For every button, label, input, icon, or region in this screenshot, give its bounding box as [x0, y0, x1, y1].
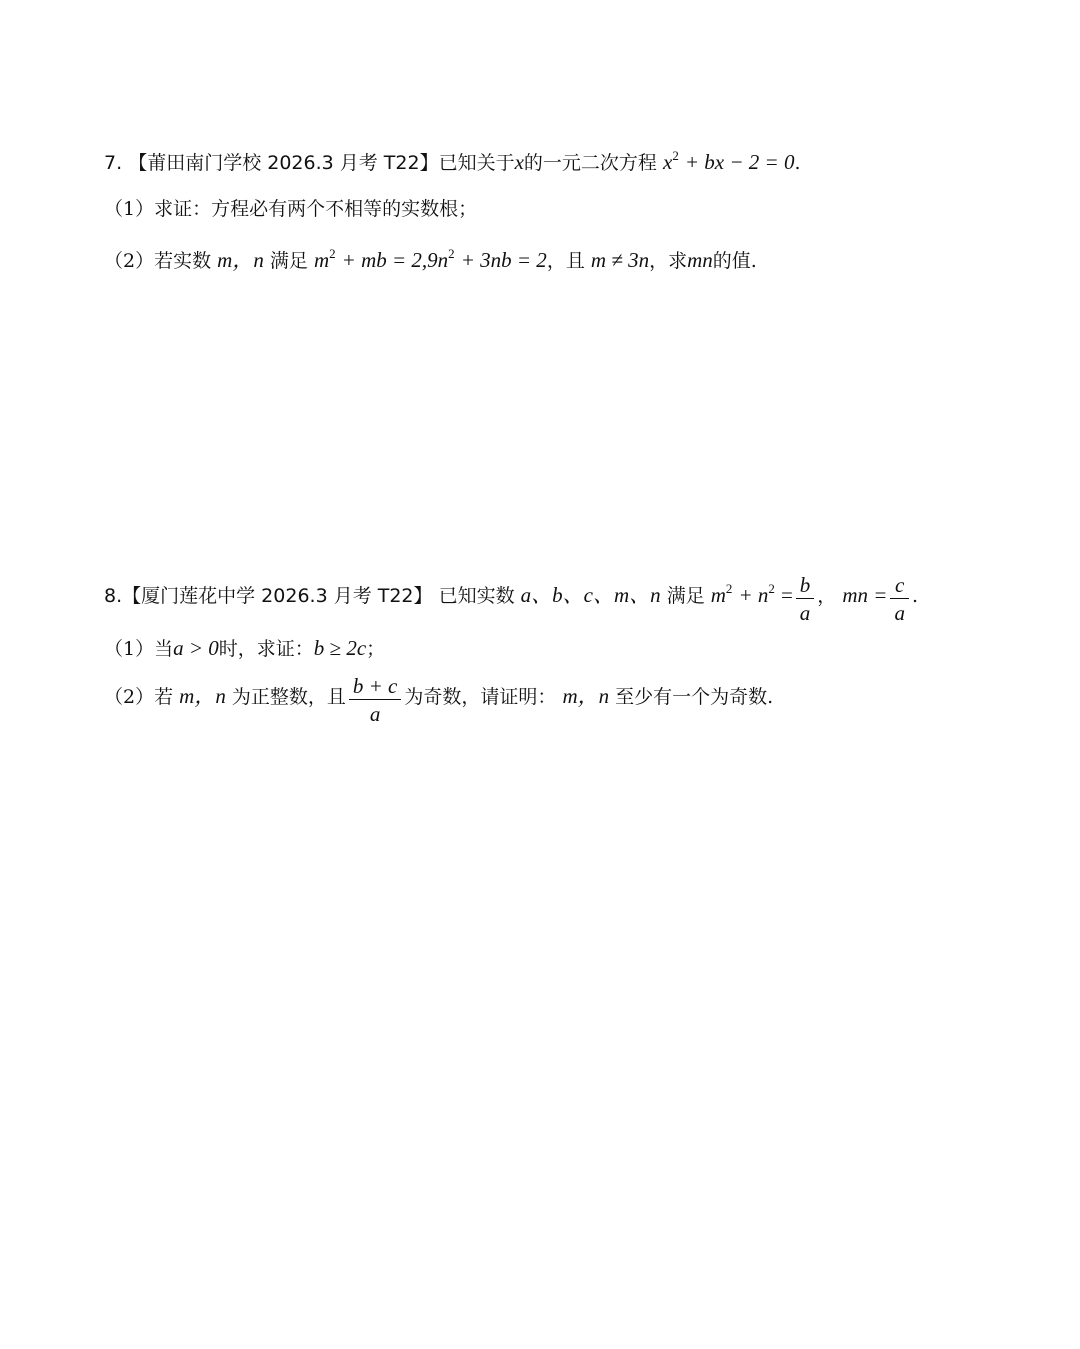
problem-8-intro-text: 已知实数 — [438, 585, 515, 608]
part-vars: m，n — [217, 248, 264, 272]
condition-equations: $m^2$ + mb = $2,9n^2 + 3nb = 2$ — [313, 246, 547, 272]
part-text-a: 若实数 — [154, 250, 212, 272]
claim: b ≥ 2c — [313, 636, 367, 660]
problem-8-intro-vars: a、b、c、m、n — [520, 583, 661, 608]
problem-7-statement — [104, 149, 801, 173]
problem-7-number: 7. — [104, 152, 123, 174]
fraction-c-over-a: $\frac{c}{a}$ — [890, 574, 909, 624]
problem-8-part-1 — [104, 638, 385, 659]
part-text-a: 当 — [154, 638, 174, 660]
part-text-b: 满足 — [269, 250, 308, 272]
problem-8-source: 【厦门莲花中学 2026.3 月考 T22】 — [122, 585, 433, 608]
problem-7-part-2 — [104, 247, 757, 271]
equation-1: $m^2 + n^2$ = $\frac{b}{a}$ — [711, 585, 818, 607]
part-text-c: 为奇数，请证明： — [404, 686, 557, 709]
part-text-c: ，且 — [546, 250, 585, 272]
part-vars: m，n — [179, 684, 226, 709]
part-label: （2） — [104, 686, 155, 709]
separator: ， — [817, 585, 837, 608]
inequality: m ≠ 3n — [590, 248, 650, 272]
problem-8-end-punct: . — [911, 585, 918, 608]
problem-8-number: 8. — [104, 585, 123, 608]
part-text: 求证：方程必有两个不相等的实数根； — [154, 198, 478, 220]
part-text-b: 为正整数，且 — [231, 686, 346, 709]
problem-8-statement — [104, 572, 918, 626]
problem-8-part-2 — [104, 673, 774, 727]
part-label: （1） — [104, 198, 155, 220]
part-text-e: 的值. — [712, 250, 757, 272]
problem-8-intro-text2: 满足 — [666, 585, 705, 608]
part-text-c: ； — [366, 638, 386, 660]
part-text-b: 时，求证： — [218, 638, 314, 660]
problem-7-equation: $x^2$ + bx − 2 = 0 — [662, 148, 795, 174]
part-text-a: 若 — [154, 686, 174, 709]
fraction-bc-over-a: $\frac{b + c}{a}$ — [349, 675, 402, 725]
problem-7-part-1 — [104, 200, 477, 219]
target-expression: mn — [687, 248, 713, 272]
problem-7-source: 【莆田南门学校 2026.3 月考 T22】 — [128, 152, 439, 174]
equation-2: mn = $\frac{c}{a}$ — [842, 585, 912, 607]
fraction-b-over-a: $\frac{b}{a}$ — [796, 574, 815, 624]
part-label: （2） — [104, 250, 155, 272]
condition: a > 0 — [173, 636, 219, 660]
problem-7-end-punct: . — [794, 152, 801, 174]
problem-7-intro-text: 已知关于 — [438, 152, 515, 174]
part-text-d: ，求 — [649, 250, 688, 272]
part-label: （1） — [104, 638, 155, 660]
problem-7-intro-text2: 的一元二次方程 — [523, 152, 657, 174]
part-vars-2: m，n — [562, 684, 610, 709]
problem-7-intro-var: x — [514, 150, 524, 174]
part-text-d: 至少有一个为奇数. — [615, 686, 774, 709]
